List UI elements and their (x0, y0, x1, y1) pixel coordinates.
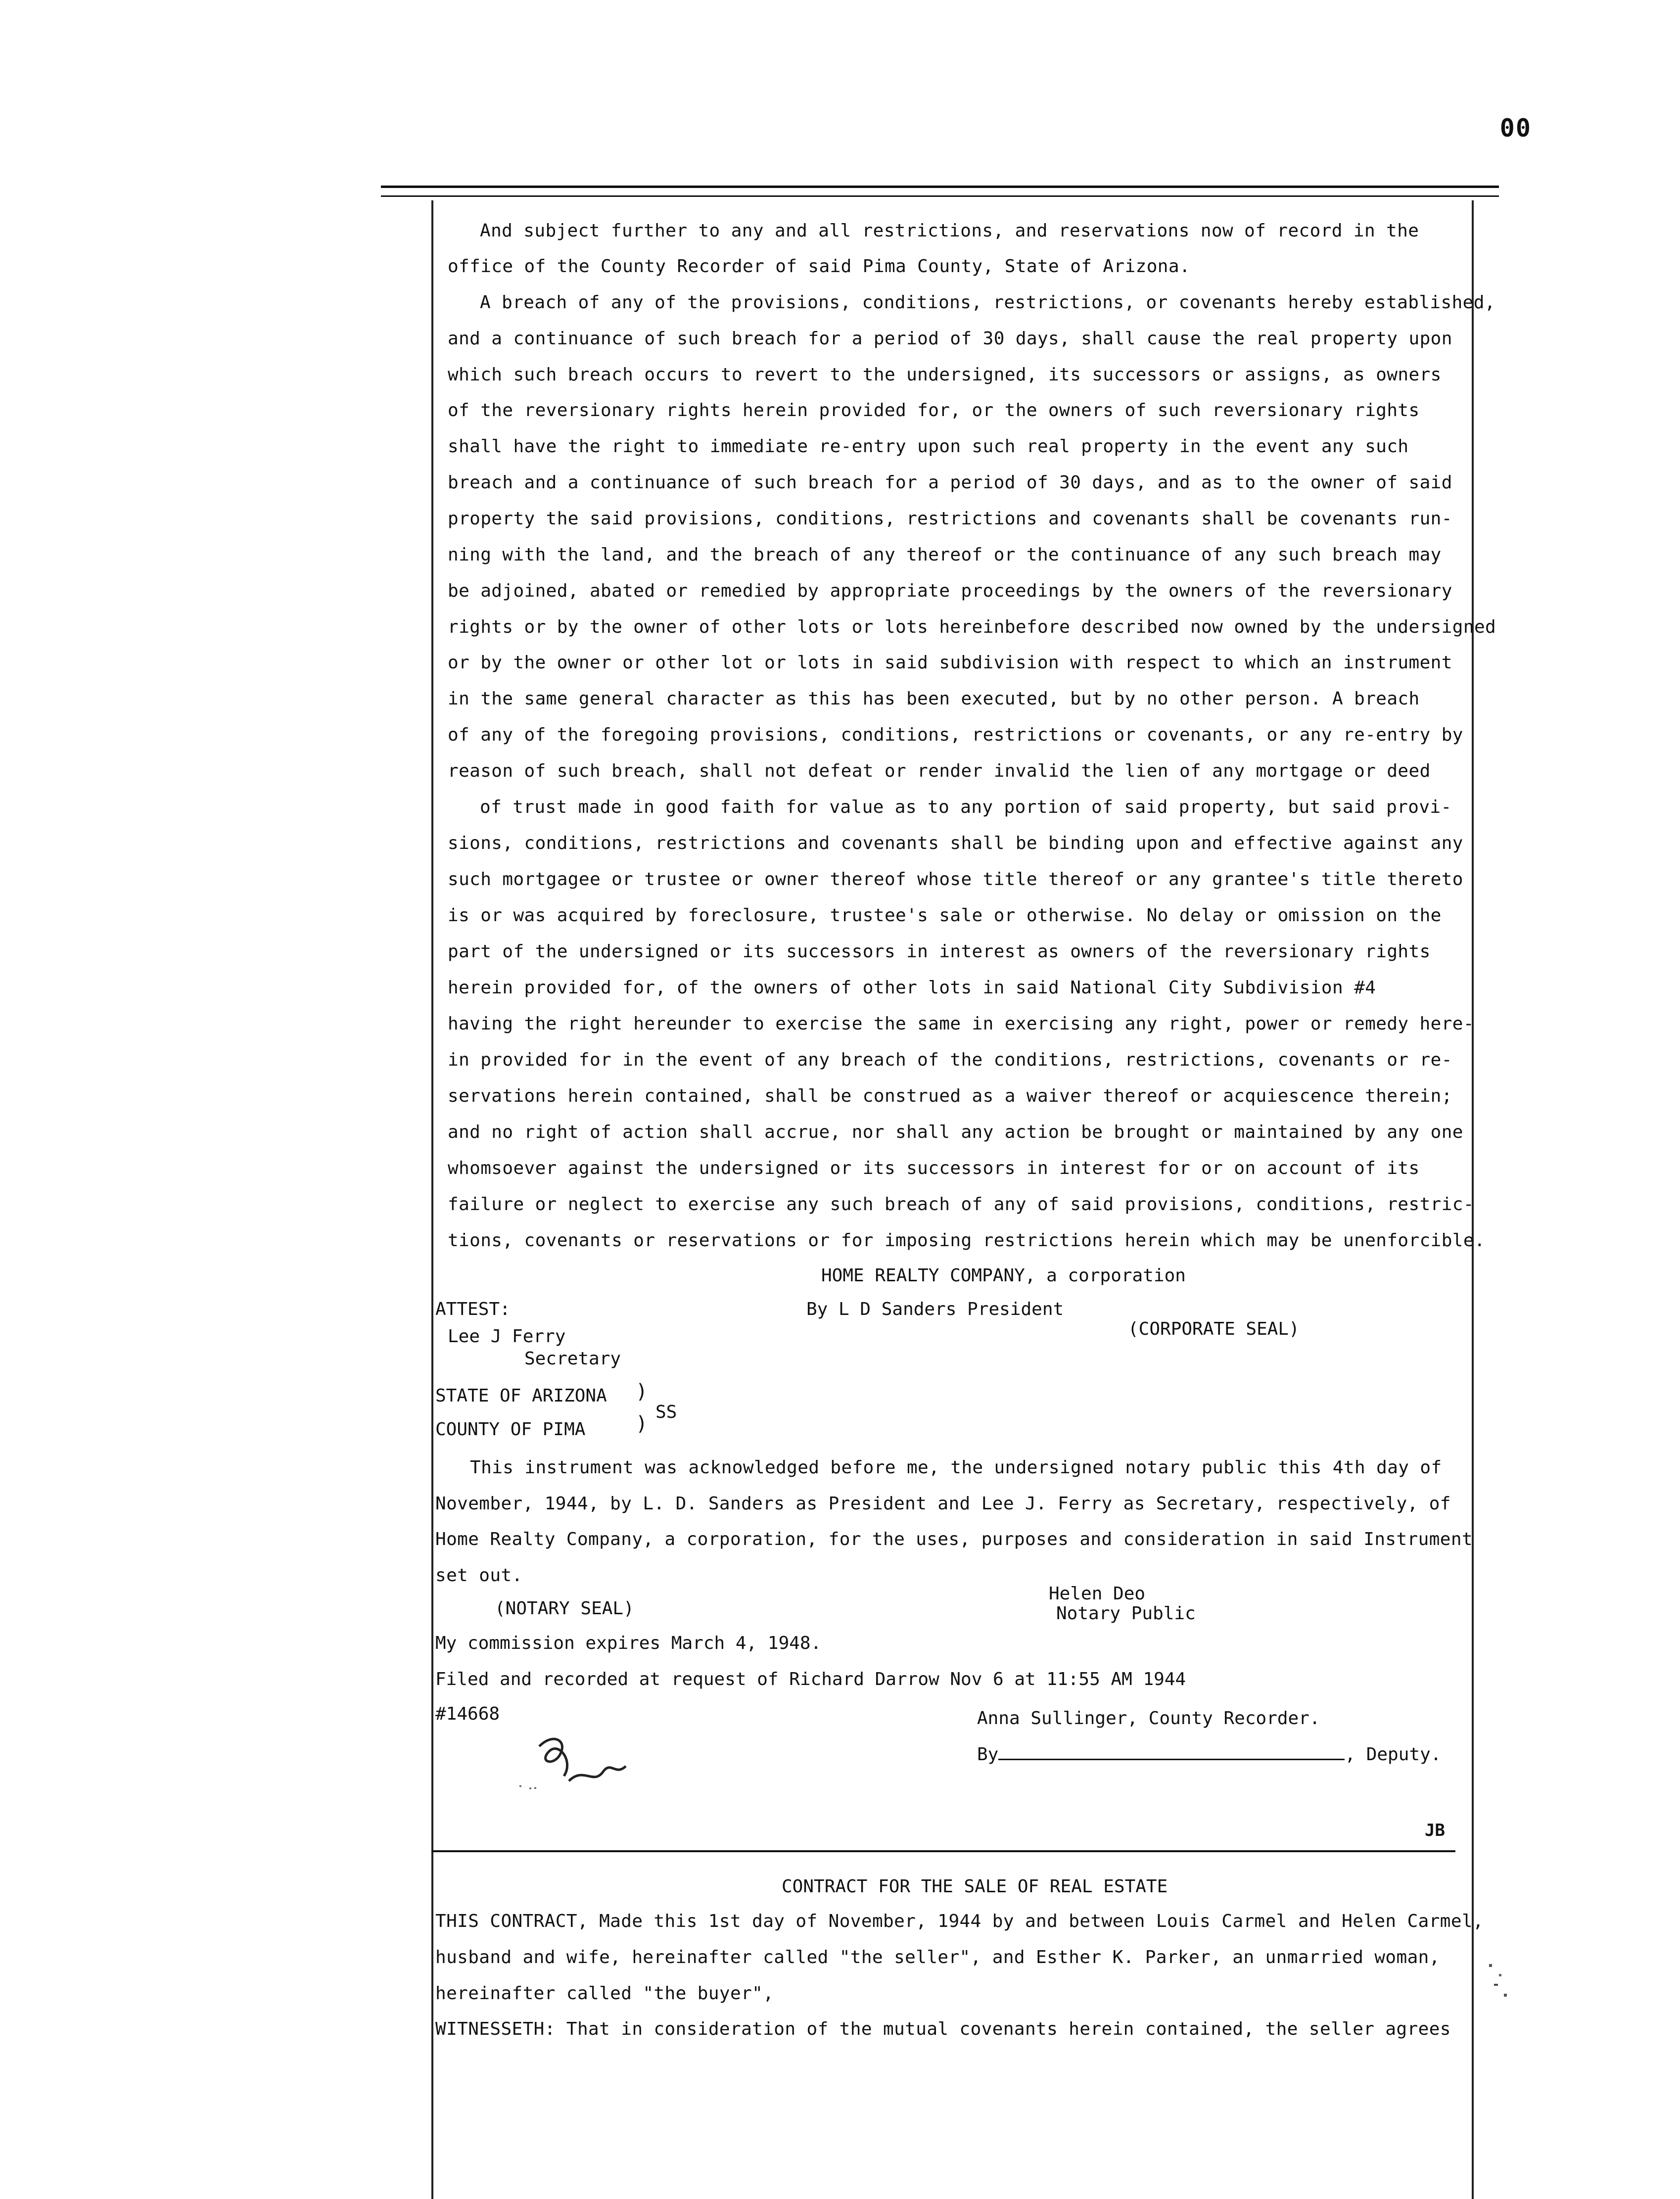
body-line: ning with the land, and the breach of any thereof or the continuance of any such breach may (448, 545, 1442, 565)
body-line: A breach of any of the provisions, conditions, restrictions, or covenants hereby established, (480, 292, 1495, 313)
venue-brace: ) (636, 1380, 648, 1403)
body-line: And subject further to any and all restrictions, and reservations now of record in the (480, 221, 1419, 241)
county-recorder: Anna Sullinger, County Recorder. (977, 1708, 1320, 1729)
body-line: breach and a continuance of such breach for a period of 30 days, and as to the owner of said (448, 472, 1452, 493)
body-line: whomsoever against the undersigned or its successors in interest for or on account of its (448, 1158, 1420, 1178)
venue-state: STATE OF ARIZONA (435, 1386, 607, 1406)
top-rule (381, 186, 1499, 188)
body-line: failure or neglect to exercise any such breach of any of said provisions, conditions, restric- (448, 1194, 1474, 1215)
body-line: be adjoined, abated or remedied by appropriate proceedings by the owners of the reversionary (448, 581, 1452, 601)
body-line: and no right of action shall accrue, nor shall any action be brought or maintained by any one (448, 1122, 1463, 1142)
body-line: and a continuance of such breach for a period of 30 days, shall cause the real property upon (448, 328, 1452, 349)
ack-line: This instrument was acknowledged before me, the undersigned notary public this 4th day of (470, 1457, 1442, 1478)
body-line: sions, conditions, restrictions and covenants shall be binding upon and effective against any (448, 833, 1463, 853)
venue-county: COUNTY OF PIMA (435, 1419, 586, 1440)
contract-line: hereinafter called "the buyer", (435, 1983, 774, 2004)
deputy-label: , Deputy. (1345, 1744, 1442, 1765)
secretary-name: Lee J Ferry (448, 1326, 566, 1347)
body-line: having the right hereunder to exercise the same in exercising any right, power or remedy here- (448, 1014, 1474, 1034)
instrument-number: #14668 (435, 1704, 500, 1724)
body-line: servations herein contained, shall be construed as a waiver thereof or acquiescence therein; (448, 1086, 1452, 1106)
venue-ss: SS (655, 1402, 677, 1422)
ack-line: Home Realty Company, a corporation, for the uses, purposes and consideration in said Instrument (435, 1529, 1473, 1549)
body-line: office of the County Recorder of said Pima County, State of Arizona. (448, 256, 1191, 277)
deputy-signature-line (998, 1744, 1345, 1760)
top-rule-thin (381, 195, 1499, 197)
body-line: of any of the foregoing provisions, conditions, restrictions or covenants, or any re-entry by (448, 725, 1463, 745)
clerk-initials: JB (1425, 1821, 1445, 1840)
body-line: of trust made in good faith for value as to any portion of said property, but said provi- (480, 797, 1452, 817)
corporate-seal: (CORPORATE SEAL) (1128, 1319, 1300, 1339)
body-line: in the same general character as this has been executed, but by no other person. A breach (448, 689, 1420, 709)
body-line: herein provided for, of the owners of other lots in said National City Subdivision #4 (448, 978, 1376, 998)
commission-expiry: My commission expires March 4, 1948. (435, 1633, 822, 1653)
venue-brace: ) (636, 1412, 648, 1435)
body-line: property the said provisions, conditions, restrictions and covenants shall be covenants run- (448, 509, 1452, 529)
body-line: is or was acquired by foreclosure, trustee's sale or otherwise. No delay or omission on the (448, 905, 1442, 926)
president-signature: By L D Sanders President (806, 1299, 1064, 1319)
body-line: reason of such breach, shall not defeat or render invalid the lien of any mortgage or deed (448, 761, 1431, 781)
contract-line: THIS CONTRACT, Made this 1st day of November, 1944 by and between Louis Carmel and Helen Carmel, (435, 1911, 1484, 1931)
body-line: in provided for in the event of any breach of the conditions, restrictions, covenants or re- (448, 1050, 1452, 1070)
left-margin-line (431, 200, 433, 2199)
page-number: 00 (1499, 114, 1532, 142)
notary-title: Notary Public (1056, 1603, 1196, 1624)
body-line: shall have the right to immediate re-entry upon such real property in the event any such (448, 436, 1409, 457)
body-line: such mortgagee or trustee or owner thereof whose title thereof or any grantee's title thereto (448, 869, 1463, 889)
contract-title: CONTRACT FOR THE SALE OF REAL ESTATE (782, 1876, 1168, 1897)
notary-seal: (NOTARY SEAL) (495, 1598, 634, 1619)
section-divider (431, 1850, 1455, 1852)
contract-line: husband and wife, hereinafter called "the seller", and Esther K. Parker, an unmarried woman, (435, 1947, 1440, 1967)
handwritten-initials (510, 1727, 648, 1801)
body-line: rights or by the owner of other lots or lots hereinbefore described now owned by the undersigned (448, 617, 1496, 637)
by-label: By (977, 1744, 999, 1765)
body-line: of the reversionary rights herein provided for, or the owners of such reversionary rights (448, 400, 1420, 421)
company-name: HOME REALTY COMPANY, a corporation (821, 1265, 1186, 1286)
secretary-title: Secretary (524, 1349, 621, 1369)
attest-label: ATTEST: (435, 1299, 511, 1319)
deputy-line (977, 1744, 1441, 1766)
scan-noise (1484, 1954, 1514, 2009)
body-line: tions, covenants or reservations or for imposing restrictions herein which may be unenforcible. (448, 1230, 1486, 1251)
contract-line: WITNESSETH: That in consideration of the mutual covenants herein contained, the seller agrees (435, 2019, 1451, 2039)
filed-recorded: Filed and recorded at request of Richard Darrow Nov 6 at 11:55 AM 1944 (435, 1669, 1186, 1689)
body-line: which such breach occurs to revert to the undersigned, its successors or assigns, as owners (448, 365, 1442, 385)
ack-line: November, 1944, by L. D. Sanders as President and Lee J. Ferry as Secretary, respectively, of (435, 1494, 1451, 1514)
ack-line: set out. (435, 1565, 523, 1586)
body-line: part of the undersigned or its successors in interest as owners of the reversionary rights (448, 941, 1431, 962)
body-line: or by the owner or other lot or lots in said subdivision with respect to which an instrument (448, 653, 1452, 673)
notary-name: Helen Deo (1049, 1584, 1146, 1604)
